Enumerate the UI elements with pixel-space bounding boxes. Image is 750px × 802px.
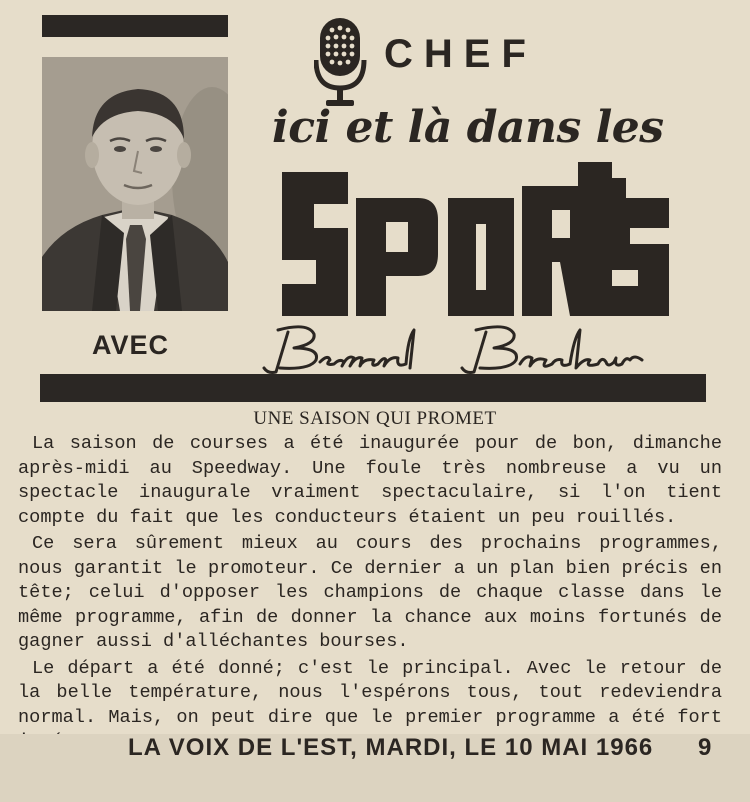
microphone-icon [314, 16, 370, 108]
header-bottom-rule [40, 374, 706, 402]
page-number: 9 [698, 734, 712, 761]
article-headline: UNE SAISON QUI PROMET [253, 408, 497, 429]
article-body [18, 432, 722, 755]
publication-line: LA VOIX DE L'EST, MARDI, LE 10 MAI 1966 [128, 734, 654, 761]
article-paragraph: La saison de courses a été inaugurée pour de bon, dimanche après-midi au Speedway. Une foule très nombreuse a vu un spectacle inaugurale vraiment spectaculaire, si l'on tient compte du fait que les conducteurs étaient un peu rouillés. [18, 433, 722, 528]
author-signature [258, 318, 678, 382]
chef-title: CHEF [384, 32, 537, 76]
author-portrait [42, 57, 228, 311]
sports-logotype [278, 158, 673, 328]
article-paragraph: Ce sera sûrement mieux au cours des prochains programmes, nous garantit le promoteur. Ce dernier a un plan bien précis en tête; celui d'opposer les champions de chaque classe dans le même programme, afin de donner la chance aux moins fortunés de gagner aussi d'alléchantes bourses. [18, 533, 722, 652]
article-paragraph: Le départ a été donné; c'est le principal. Avec le retour de la belle température, nous l'espérons tous, tout redeviendra normal. Mais, on peut dire que le premier programme a été fort [18, 657, 722, 728]
top-rule [42, 15, 228, 37]
avec-label: AVEC [92, 330, 170, 360]
tagline: ici et là dans les [272, 102, 664, 153]
